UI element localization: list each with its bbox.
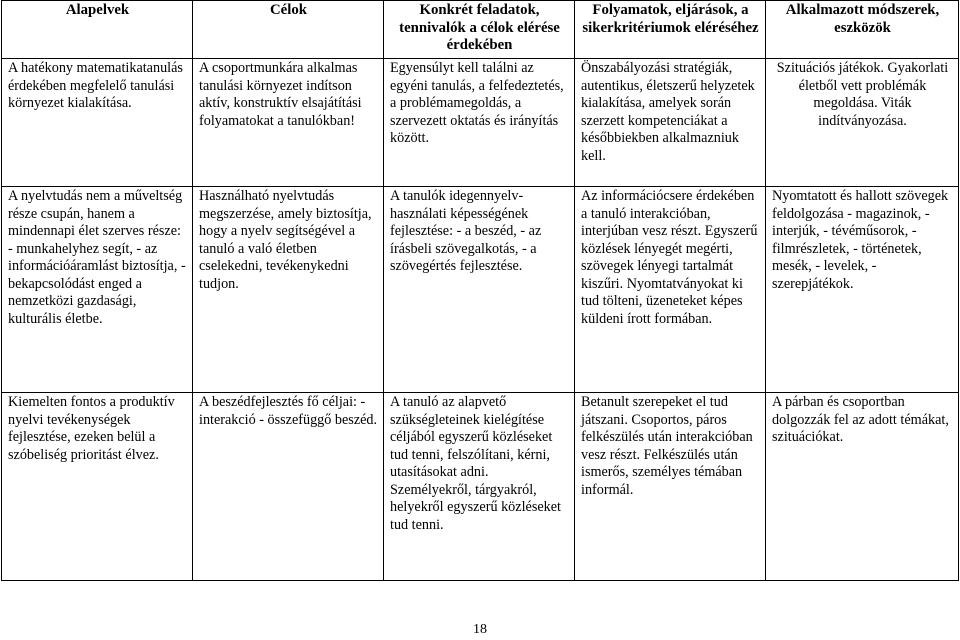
table-cell: A hatékony matematikatanulás érdekében megfelelő tanulási környezet kialakítása. [2,59,193,187]
table-cell: Az információcsere érdekében a tanuló interakcióban, interjúban vesz részt. Egyszerű közlések lényegét megérti, szövegek lényegi tartalmát kiszűri. Nyomtatványokat ki tud tölteni, üzeneteket képes küldeni írott formában. [575,187,766,393]
table-cell: Betanult szerepeket el tud játszani. Csoportos, páros felkészülés után interakcióban vesz részt. Felkészülés után ismerős, személyes témában informál. [575,393,766,581]
table-cell: A nyelvtudás nem a műveltség része csupán, hanem a mindennapi élet szerves része: - munkahelyhez segít, - az információáramlást biztosítja, - bekapcsolódást enged a nemzetközi gazdasági, kulturális életbe. [2,187,193,393]
header-modszerek: Alkalmazott módszerek, eszközök [766,1,959,59]
table-cell: A párban és csoportban dolgozzák fel az adott témákat, szituációkat. [766,393,959,581]
header-celok: Célok [193,1,384,59]
header-folyamatok: Folyamatok, eljárások, a sikerkritériumok eléréséhez [575,1,766,59]
table-cell: Szituációs játékok. Gyakorlati életből vett problémák megoldása. Viták indítványozása. [766,59,959,187]
table-header-row [2,1,959,59]
table-cell: A tanulók idegennyelv-használati képességének fejlesztése: - a beszéd, - az írásbeli szövegalkotás, - a szövegértés fejlesztése. [384,187,575,393]
table-cell: Egyensúlyt kell találni az egyéni tanulás, a felfedeztetés, a problémamegoldás, a szervezett oktatás és irányítás között. [384,59,575,187]
curriculum-table [1,0,959,581]
table-cell: Nyomtatott és hallott szövegek feldolgozása - magazinok, - interjúk, - tévéműsorok, - filmrészletek, - történetek, mesék, - levelek, - szerepjátékok. [766,187,959,393]
table-row [2,187,959,393]
header-feladatok: Konkrét feladatok, tennivalók a célok elérése érdekében [384,1,575,59]
header-alapelvek: Alapelvek [2,1,193,59]
table-cell: A tanuló az alapvető szükségleteinek kielégítése céljából egyszerű közléseket tud tenni, felszólítani, kérni, utasításokat adni. Személyekről, tárgyakról, helyekről egyszerű közléseket tud tenni. [384,393,575,581]
page-number: 18 [473,622,487,637]
table-cell: Önszabályozási stratégiák, autentikus, életszerű helyzetek kialakítása, amelyek során szerzett kompetenciákat a későbbiekben alkalmazniuk kell. [575,59,766,187]
table-cell: A csoportmunkára alkalmas tanulási környezet indítson aktív, konstruktív elsajátítási folyamatokat a tanulókban! [193,59,384,187]
table-cell: Használható nyelvtudás megszerzése, amely biztosítja, hogy a nyelv segítségével a tanuló a való életben cselekedni, tevékenykedni tudjon. [193,187,384,393]
table-cell: Kiemelten fontos a produktív nyelvi tevékenységek fejlesztése, ezeken belül a szóbeliség prioritást élvez. [2,393,193,581]
table-row [2,59,959,187]
table-row [2,393,959,581]
table-cell: A beszédfejlesztés fő céljai: - interakció - összefüggő beszéd. [193,393,384,581]
